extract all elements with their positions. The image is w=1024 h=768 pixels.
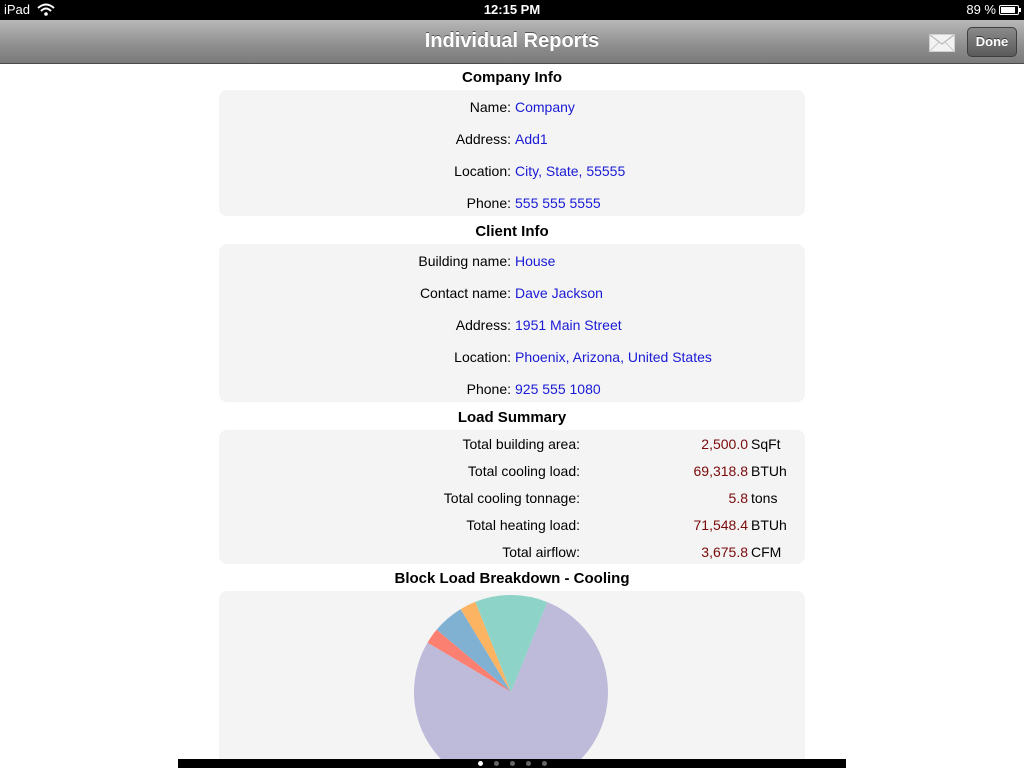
client-building-row (219, 253, 805, 273)
company-location-row (219, 163, 805, 183)
company-info-heading: Company Info (462, 69, 562, 86)
row-label: Contact name: (419, 285, 511, 301)
summary-value: 5.8 (728, 490, 748, 506)
status-time: 12:15 PM (483, 2, 541, 17)
done-button[interactable]: Done (967, 27, 1017, 57)
status-bar (0, 0, 1024, 20)
load-summary-panel (219, 430, 805, 564)
device-label: iPad (4, 2, 31, 17)
summary-row (219, 517, 805, 537)
row-value: City, State, 55555 (515, 163, 626, 179)
block-load-heading: Block Load Breakdown - Cooling (394, 570, 630, 587)
summary-value: 71,548.4 (693, 517, 748, 533)
summary-row (219, 463, 805, 483)
summary-value: 2,500.0 (701, 436, 748, 452)
company-address-row (219, 131, 805, 151)
client-info-panel (219, 244, 805, 402)
summary-unit: BTUh (751, 517, 787, 533)
row-value: Add1 (515, 131, 548, 147)
row-label: Location: (454, 349, 511, 365)
summary-label: Total cooling load: (467, 463, 580, 479)
cooling-pie-chart (219, 591, 805, 759)
mail-icon[interactable] (929, 34, 955, 52)
page-dot[interactable] (478, 761, 483, 766)
row-label: Name: (469, 99, 511, 115)
nav-bar (0, 20, 1024, 64)
row-value: House (515, 253, 556, 269)
client-phone-row (219, 381, 805, 401)
row-label: Building name: (418, 253, 511, 269)
company-phone-row (219, 195, 805, 215)
page-title: Individual Reports (424, 30, 600, 52)
row-label: Phone: (466, 381, 511, 397)
summary-label: Total heating load: (466, 517, 580, 533)
row-label: Address: (455, 131, 511, 147)
row-value: Dave Jackson (515, 285, 603, 301)
summary-unit: SqFt (751, 436, 781, 452)
page-dot[interactable] (542, 761, 547, 766)
client-info-heading: Client Info (475, 223, 549, 240)
company-info-panel (219, 90, 805, 216)
company-name-row (219, 99, 805, 119)
summary-unit: BTUh (751, 463, 787, 479)
summary-value: 69,318.8 (693, 463, 748, 479)
summary-row (219, 544, 805, 564)
row-value: 555 555 5555 (515, 195, 601, 211)
client-address-row (219, 317, 805, 337)
row-label: Address: (455, 317, 511, 333)
report-content[interactable] (0, 65, 1024, 759)
page-dot[interactable] (526, 761, 531, 766)
page-dot[interactable] (494, 761, 499, 766)
row-value: 925 555 1080 (515, 381, 601, 397)
summary-row (219, 436, 805, 456)
summary-unit: tons (751, 490, 778, 506)
client-contact-row (219, 285, 805, 305)
summary-row (219, 490, 805, 510)
page-control[interactable] (178, 759, 846, 768)
block-load-panel (219, 591, 805, 759)
pie-chart-area (219, 591, 805, 759)
client-location-row (219, 349, 805, 369)
row-value: Company (515, 99, 575, 115)
battery-percent: 89 % (966, 2, 996, 17)
battery-icon (999, 5, 1019, 15)
load-summary-heading: Load Summary (457, 409, 567, 426)
row-value: Phoenix, Arizona, United States (515, 349, 712, 365)
row-label: Location: (454, 163, 511, 179)
summary-label: Total airflow: (502, 544, 580, 560)
summary-label: Total building area: (462, 436, 580, 452)
summary-unit: CFM (751, 544, 782, 560)
page-dot[interactable] (510, 761, 515, 766)
row-label: Phone: (466, 195, 511, 211)
summary-label: Total cooling tonnage: (443, 490, 580, 506)
summary-value: 3,675.8 (701, 544, 748, 560)
row-value: 1951 Main Street (515, 317, 622, 333)
